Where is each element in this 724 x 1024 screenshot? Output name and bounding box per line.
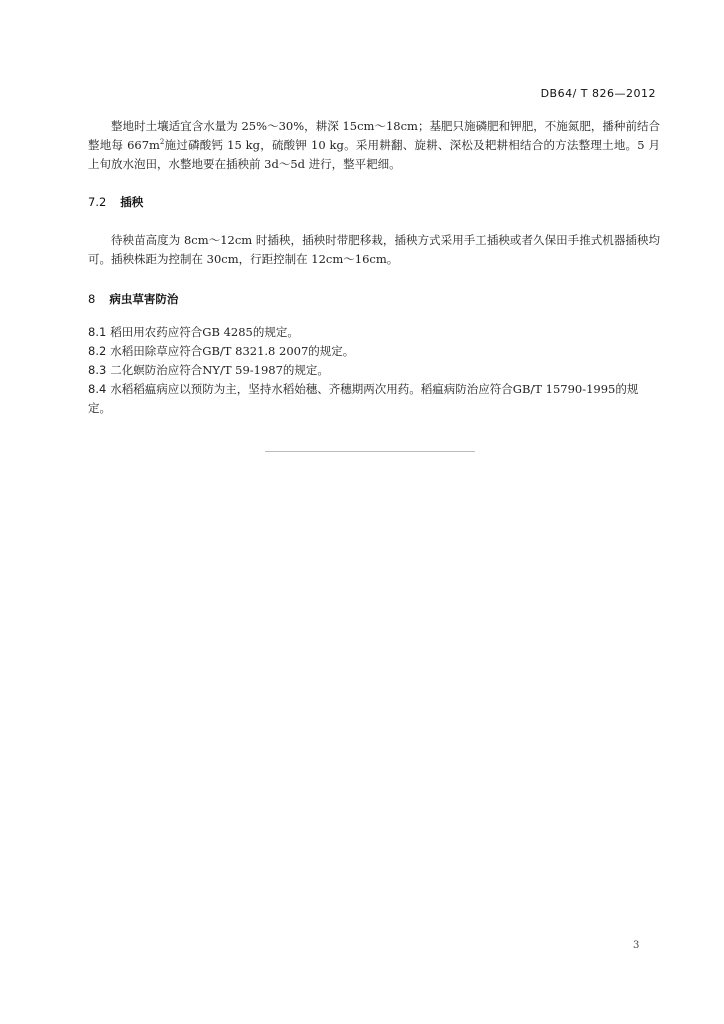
paragraph-text-part2: 施过磷酸钙 15 kg，硫酸钾 10 kg。采用耕翻、旋耕、深松及耙耕相结合的方法整理土地。5 月上旬放水泡田，水整地要在插秧前 3d～5d 进行，整平耙细。: [88, 138, 660, 171]
section-number: 8: [88, 292, 96, 306]
item-number: 8.1: [88, 325, 107, 339]
section-title: 插秧: [120, 195, 144, 209]
item-text: 稻田用农药应符合GB 4285的规定。: [110, 325, 299, 339]
list-item: [88, 361, 660, 380]
document-code-header: DB64/ T 826—2012: [540, 87, 656, 100]
section-7-2-paragraph: 待秧苗高度为 8cm～12cm 时插秧，插秧时带肥移栽，插秧方式采用手工插秧或者久保田手推式机器插秧均可。插秧株距为控制在 30cm，行距控制在 12cm～16cm。: [88, 233, 660, 266]
section-title: 病虫草害防治: [109, 292, 179, 306]
item-number: 8.3: [88, 363, 107, 377]
section-8-heading: [88, 291, 178, 307]
item-text: 水稻田除草应符合GB/T 8321.8 2007的规定。: [110, 344, 355, 358]
item-number: 8.2: [88, 344, 107, 358]
list-item: [88, 342, 660, 361]
end-of-document-rule: [265, 451, 475, 452]
section-number: 7.2: [88, 195, 107, 209]
item-text: 水稻稻瘟病应以预防为主，坚持水稻始穗、齐穗期两次用药。稻瘟病防治应符合GB/T 15790-1995的规定。: [88, 382, 639, 415]
unit-superscript: 2: [159, 138, 165, 147]
paragraph-text-part1: 整地时土壤适宜含水量为 25%～30%，耕深 15cm～18cm；基肥只施磷肥和钾肥，不施氮肥，播种前结合整地每 667m: [88, 119, 660, 152]
section-7-2-heading: [88, 194, 143, 210]
list-item: [88, 323, 660, 342]
item-number: 8.4: [88, 382, 107, 396]
page-number: 3: [633, 940, 640, 951]
section-7-1-paragraph: [88, 117, 660, 174]
list-item: [88, 380, 660, 418]
item-text: 二化螟防治应符合NY/T 59-1987的规定。: [110, 363, 329, 377]
section-8-item-list: [88, 323, 660, 418]
